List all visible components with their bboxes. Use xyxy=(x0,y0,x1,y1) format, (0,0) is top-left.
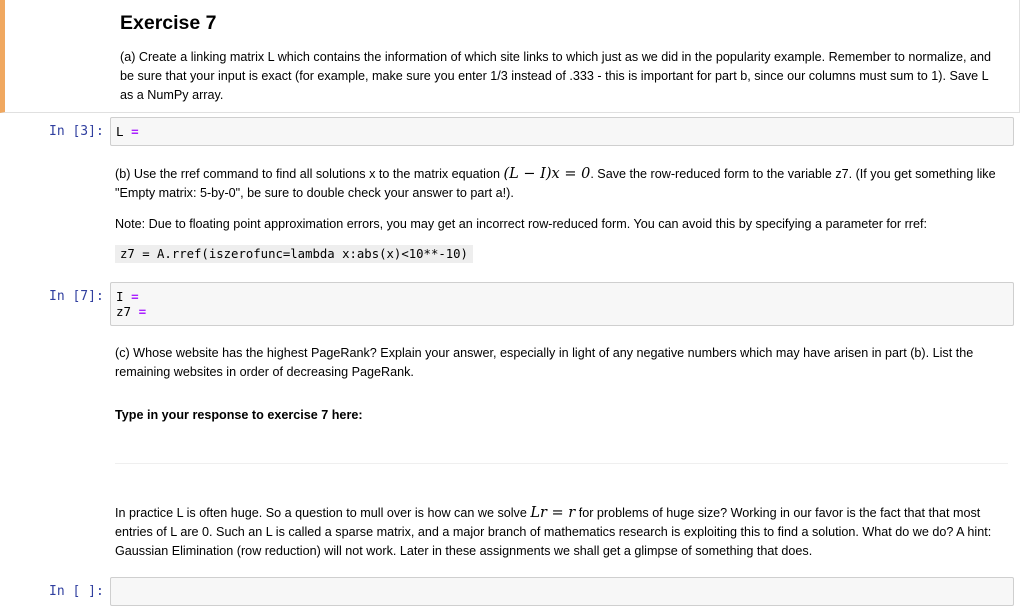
response-area-divider xyxy=(115,463,1008,464)
code-variable: L xyxy=(116,124,124,139)
practice-markdown-cell[interactable] xyxy=(0,500,1020,566)
code-cell-prompt: In [3]: xyxy=(49,124,104,139)
part-c-markdown-cell[interactable] xyxy=(0,340,1020,425)
code-line xyxy=(116,124,1008,139)
part-c-text: (c) Whose website has the highest PageRank? Explain your answer, especially in light of any negative numbers which may have arisen in part (b). List the remaining websites in order of decreasing PageRank. xyxy=(115,346,974,379)
note-text: Note: Due to floating point approximation errors, you may get an incorrect row-reduced form. You can avoid this by specifying a parameter for rref: xyxy=(115,217,928,231)
code-operator: = xyxy=(138,304,147,319)
exercise-title: Exercise 7 xyxy=(120,12,217,34)
inline-code-example: z7 = A.rref(iszerofunc=lambda x:abs(x)<10**-10) xyxy=(115,245,473,263)
practice-text-end: for problems of huge size? Working in our favor is the fact that that most entries of L are 0. Such an L is called a sparse matrix, and a major branch of mathematics research is exploiting this to find a solution. What do we do? A hint: Gaussian Elimination (row reduction) will not work. Later in these assignments we shall get a glimpse of something that does. xyxy=(115,506,992,558)
exercise-markdown-cell[interactable] xyxy=(0,0,1020,113)
code-operator: = xyxy=(131,124,139,139)
practice-text xyxy=(115,504,998,561)
part-b-text xyxy=(115,165,998,203)
part-b-markdown-cell[interactable] xyxy=(0,160,1020,270)
code-cell-input[interactable] xyxy=(110,282,1014,326)
code-cell-input[interactable] xyxy=(110,577,1014,606)
part-b-text-start: (b) Use the rref command to find all solutions x to the matrix equation xyxy=(115,167,504,181)
code-cell-prompt: In [ ]: xyxy=(49,584,104,599)
part-b-text-end: . Save the row-reduced form to the variable z7. (If you get something like "Empty matrix: 5-by-0", be sure to double check your answer to part a!). xyxy=(115,167,996,200)
code-line xyxy=(116,289,1008,304)
equation: (L − I)x = 0 xyxy=(503,166,591,182)
code-line xyxy=(116,304,1008,319)
code-cell-prompt: In [7]: xyxy=(49,289,104,304)
response-label: Type in your response to exercise 7 here: xyxy=(115,408,363,422)
practice-text-start: In practice L is often huge. So a question to mull over is how can we solve xyxy=(115,506,531,520)
equation: Lr = r xyxy=(530,505,576,521)
part-a-text: (a) Create a linking matrix L which contains the information of which site links to which just as we did in the popularity example. Remember to normalize, and be sure that your input is exact (for example, make sure you enter 1/3 instead of .333 - this is important for part b, since our columns must sum to 1). Save L as a NumPy array. xyxy=(120,50,992,102)
code-cell-input[interactable] xyxy=(110,117,1014,146)
code-operator: = xyxy=(131,289,139,304)
code-variable: z7 xyxy=(116,304,132,319)
code-variable: I xyxy=(116,289,124,304)
